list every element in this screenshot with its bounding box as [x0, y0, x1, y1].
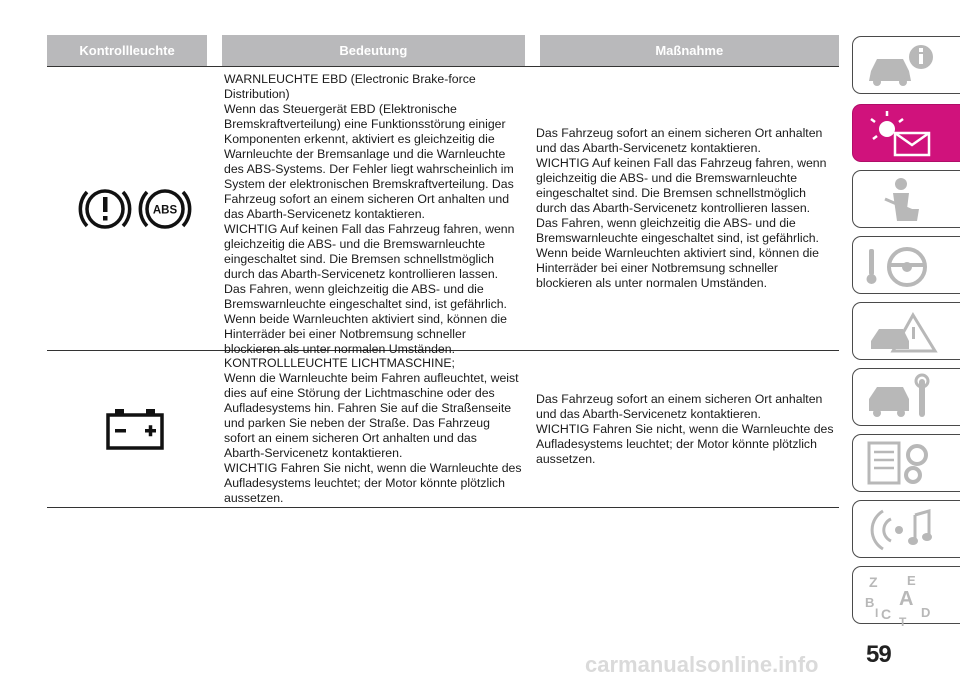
- tab-multimedia[interactable]: [852, 500, 960, 558]
- seat-safety-icon: [863, 175, 943, 225]
- index-letter: C: [881, 606, 892, 622]
- icon-cell: [47, 67, 222, 350]
- meaning-text: KONTROLLLEUCHTE LICHTMASCHINE; Wenn die Warnleuchte beim Fahren aufleuchtet, weist dies auf eine Störung der Lichtmaschine oder des Aufladesystems hin. Fahren Sie auf die Straßenseite und parken Sie neben der Straße. Das Fahrzeug sofort an einem sicheren Ort anhalten und das Abarth-Servicenetz kontaktieren. WICHTIG Fahren Sie nicht, wenn die Warnleuchte des Aufladesystems leuchtet; der Motor könnte plötzlich aussetzen.: [224, 356, 522, 505]
- index-icon: [863, 571, 943, 627]
- emergency-icon: [863, 307, 943, 357]
- abs-warning-icon: [140, 191, 189, 227]
- index-letter: Z: [869, 574, 878, 590]
- tab-index[interactable]: [852, 566, 960, 627]
- tab-emergency[interactable]: [852, 302, 960, 360]
- technical-data-icon: [863, 439, 943, 489]
- table-row: [47, 67, 839, 356]
- index-letter: D: [921, 605, 931, 620]
- header-kontrollleuchte: Kontrollleuchte: [47, 35, 207, 66]
- car-info-icon: [863, 41, 943, 91]
- watermark: carmanualsonline.info: [585, 652, 819, 677]
- battery-warning-icon: [105, 407, 165, 451]
- tab-steering[interactable]: [852, 236, 960, 294]
- index-letter: E: [907, 573, 916, 588]
- index-letter: T: [899, 615, 907, 627]
- table-row: [47, 351, 839, 508]
- index-letter: A: [899, 588, 914, 610]
- abs-label: ABS: [152, 204, 177, 216]
- tab-car-info[interactable]: [852, 36, 960, 94]
- tab-technical-data[interactable]: [852, 434, 960, 492]
- maintenance-icon: [863, 373, 943, 423]
- index-letter: I: [875, 606, 879, 620]
- page-number: 59: [866, 641, 891, 668]
- steering-wheel-icon: [863, 241, 943, 291]
- brake-abs-warning-icon: [75, 179, 195, 239]
- warning-lights-table: [47, 35, 839, 508]
- tab-warning-lights[interactable]: [852, 104, 960, 162]
- warning-lights-icon: [863, 109, 943, 159]
- index-letter: B: [865, 595, 875, 610]
- header-massnahme: Maßnahme: [540, 35, 839, 66]
- tab-maintenance[interactable]: [852, 368, 960, 426]
- action-text: Das Fahrzeug sofort an einem sicheren Ort anhalten und das Abarth-Servicenetz kontaktieren. WICHTIG Fahren Sie nicht, wenn die Warnleuchte des Aufladesystems leuchtet; der Motor könnte plötzlich aussetzen.: [536, 391, 834, 466]
- table-header: [47, 35, 839, 66]
- action-text: Das Fahrzeug sofort an einem sicheren Ort anhalten und das Abarth-Servicenetz kontaktieren. WICHTIG Auf keinen Fall das Fahrzeug fahren, wenn gleichzeitig die ABS- und die Bremswarnleuchte eingeschaltet sind. Die Bremsen schnellstmöglich durch das Abarth-Servicenetz kontrollieren lassen. Das Fahren, wenn gleichzeitig die ABS- und die Bremswarnleuchte eingeschaltet sind, ist gefährlich. Wenn beide Warnleuchten aktiviert sind, können die Hinterräder bei einer Notbremsung schneller blockieren als unter normalen Umständen.: [536, 126, 827, 290]
- header-bedeutung: Bedeutung: [222, 35, 524, 66]
- multimedia-icon: [863, 505, 943, 555]
- tab-seat-safety[interactable]: [852, 170, 960, 228]
- brake-warning-icon: [80, 191, 129, 227]
- icon-cell: [47, 351, 222, 507]
- meaning-text: WARNLEUCHTE EBD (Electronic Brake-force Distribution) Wenn das Steuergerät EBD (Elektronische Bremskraftverteilung) eine Funktionsstörung einiger Komponenten erkennt, aktiviert es gleichzeitig die Warnleuchte der Bremsanlage und die Warnleuchte des ABS-Systems. Der Fehler liegt wahrscheinlich im System der elektronischen Bremskraftverteilung. Das Fahrzeug sofort an einem sicheren Ort anhalten und das Abarth-Servicenetz kontaktieren. WICHTIG Auf keinen Fall das Fahrzeug fahren, wenn gleichzeitig die ABS- und die Bremswarnleuchte eingeschaltet sind. Die Bremsen schnellstmöglich durch das Abarth-Servicenetz kontrollieren lassen. Das Fahren, wenn gleichzeitig die ABS- und die Bremswarnleuchte eingeschaltet sind, ist gefährlich. Wenn beide Warnleuchten aktiviert sind, können die Hinterräder bei einer Notbremsung schneller blockieren als unter normalen Umständen.: [224, 72, 515, 356]
